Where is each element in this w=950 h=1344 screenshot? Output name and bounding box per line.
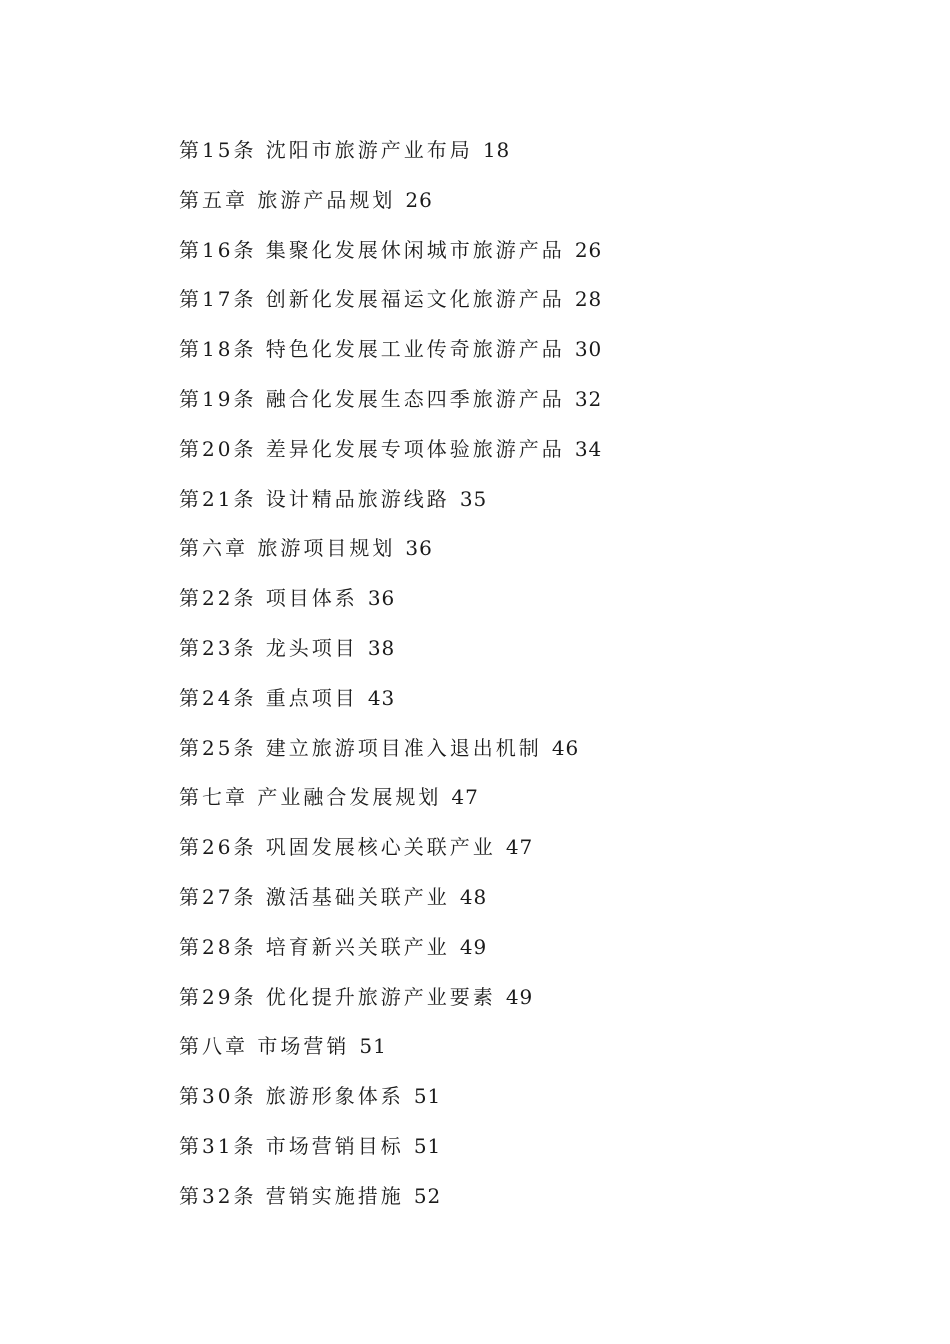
toc-entry[interactable] [179,381,879,431]
toc-entry[interactable] [179,929,879,979]
toc-entry-page: 30 [574,337,603,362]
toc-entry-page: 43 [367,685,396,710]
toc-entry-label: 第29条 优化提升旅游产业要素 [179,984,496,1009]
toc-entry-page: 52 [413,1183,442,1208]
toc-entry-label: 第18条 特色化发展工业传奇旅游产品 [179,337,565,362]
toc-entry-label: 第16条 集聚化发展休闲城市旅游产品 [179,237,565,262]
toc-entry-page: 47 [505,835,534,860]
toc-entry-page: 32 [574,386,603,411]
toc-entry[interactable] [179,1078,879,1128]
toc-entry-label: 第19条 融合化发展生态四季旅游产品 [179,386,565,411]
toc-entry-page: 36 [405,536,433,561]
toc-entry[interactable] [179,630,879,680]
toc-chapter[interactable] [179,779,879,829]
toc-chapter[interactable] [179,182,879,232]
toc-entry[interactable] [179,580,879,630]
toc-entry-label: 第30条 旅游形象体系 [179,1084,404,1109]
toc-entry-label: 第32条 营销实施措施 [179,1183,404,1208]
toc-entry-label: 第24条 重点项目 [179,685,358,710]
toc-entry-page: 36 [367,586,396,611]
toc-entry[interactable] [179,730,879,780]
toc-entry-label: 第20条 差异化发展专项体验旅游产品 [179,436,565,461]
toc-entry-page: 49 [505,984,534,1009]
toc-entry-page: 46 [551,735,580,760]
toc-entry-page: 26 [574,237,603,262]
toc-entry-label: 第五章 旅游产品规划 [179,187,396,212]
toc-entry-page: 48 [459,884,488,909]
toc-chapter[interactable] [179,530,879,580]
toc-entry[interactable] [179,979,879,1029]
toc-chapter[interactable] [179,1028,879,1078]
toc-entry-label: 第15条 沈阳市旅游产业布局 [179,138,473,162]
toc-entry-page: 26 [405,187,433,212]
toc-entry-label: 第六章 旅游项目规划 [179,536,396,561]
toc-entry[interactable] [179,132,879,182]
toc-entry[interactable] [179,281,879,331]
toc-entry[interactable] [179,1128,879,1178]
toc-entry-label: 第23条 龙头项目 [179,635,358,660]
toc-entry-label: 第27条 激活基础关联产业 [179,884,450,909]
toc-entry[interactable] [179,431,879,481]
toc-entry-label: 第22条 项目体系 [179,586,358,611]
toc-entry-label: 第31条 市场营销目标 [179,1133,404,1158]
toc-entry-label: 第26条 巩固发展核心关联产业 [179,835,496,860]
toc-entry-page: 49 [459,934,488,959]
toc-entry-page: 51 [413,1133,442,1158]
toc-entry-page: 51 [359,1034,387,1059]
toc-entry[interactable] [179,331,879,381]
toc-entry-page: 34 [574,436,603,461]
toc-entry-page: 38 [367,635,396,660]
toc-entry[interactable] [179,829,879,879]
toc-entry-label: 第21条 设计精品旅游线路 [179,486,450,511]
toc-entry-label: 第七章 产业融合发展规划 [179,785,442,810]
toc-entry[interactable] [179,1178,879,1228]
toc-entry[interactable] [179,680,879,730]
toc-entry-label: 第28条 培育新兴关联产业 [179,934,450,959]
table-of-contents [179,132,879,1228]
toc-entry-label: 第25条 建立旅游项目准入退出机制 [179,735,542,760]
toc-entry-page: 35 [459,486,488,511]
toc-entry-page: 51 [413,1084,442,1109]
toc-entry[interactable] [179,232,879,282]
toc-entry-page: 18 [482,138,511,162]
toc-entry-page: 47 [451,785,479,810]
toc-entry[interactable] [179,879,879,929]
toc-entry-page: 28 [574,287,603,312]
toc-entry-label: 第八章 市场营销 [179,1034,350,1059]
toc-entry[interactable] [179,481,879,531]
toc-entry-label: 第17条 创新化发展福运文化旅游产品 [179,287,565,312]
